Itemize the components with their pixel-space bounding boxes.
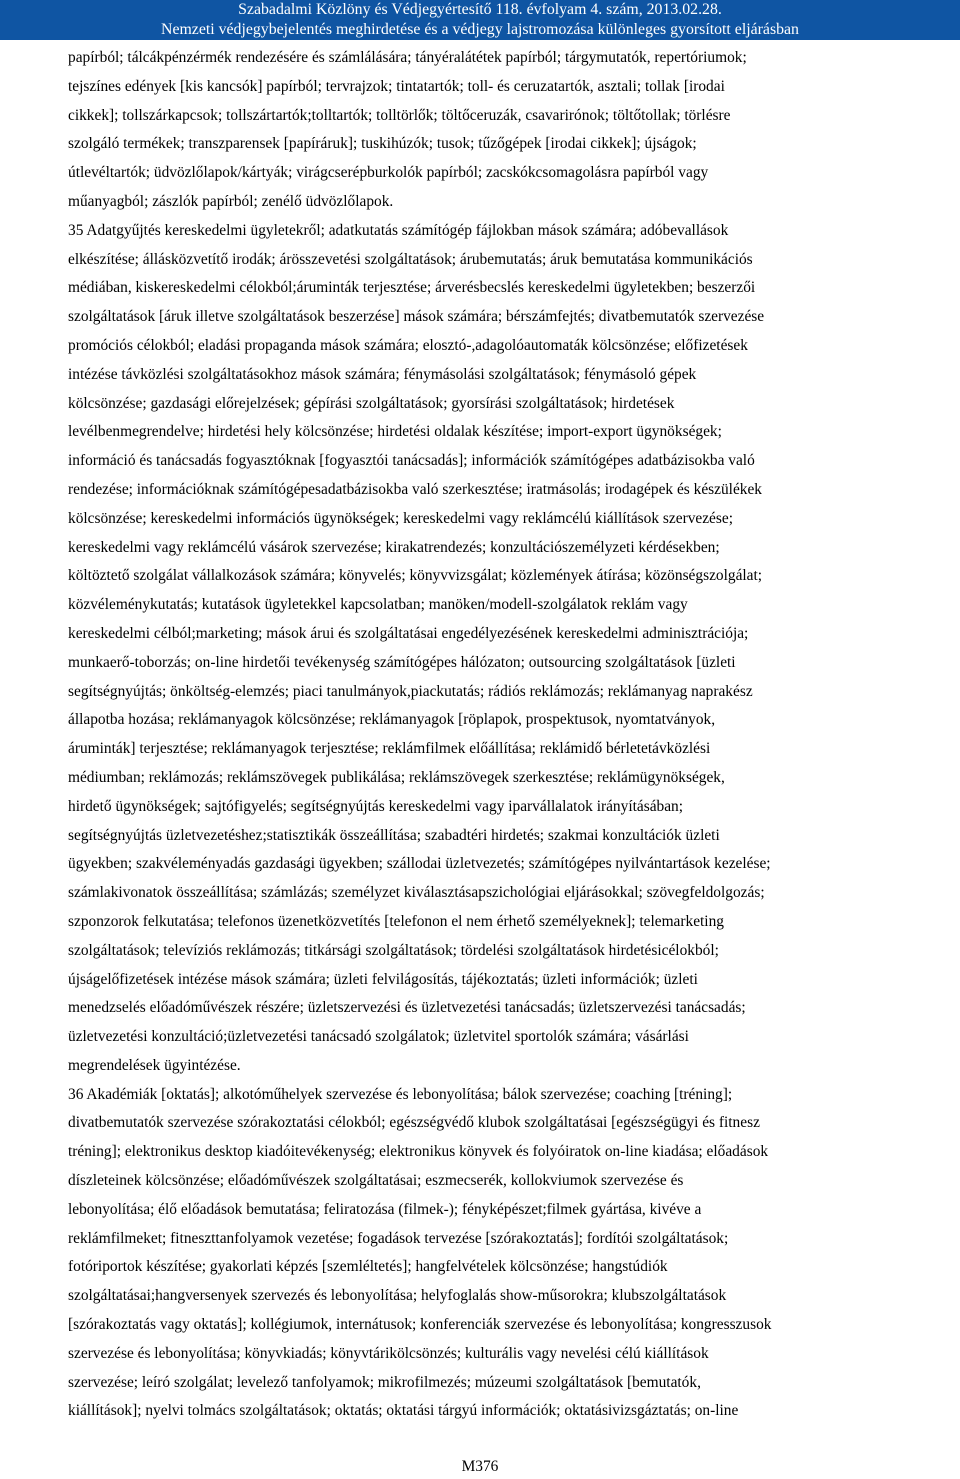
- header-title: Szabadalmi Közlöny és Védjegyértesítő 118. évfolyam 4. szám, 2013.02.28.: [238, 1, 722, 18]
- text-line: cikkek]; tollszárkapcsok; tollszártartók;tolltartók; tolltörlők; töltőceruzák, csavarirónok; töltőtollak; törlésre: [68, 106, 731, 124]
- text-line: közvéleménykutatás; kutatások ügyletekkel kapcsolatban; manöken/modell-szolgálatok reklám vagy: [68, 596, 688, 614]
- text-line: kereskedelmi célból;marketing; mások árui és szolgáltatásai engedélyezésének kereskedelmi adminisztrációja;: [68, 624, 749, 642]
- text-line: médiában, kiskereskedelmi célokból;áruminták terjesztése; árverésbecslés kereskedelmi ügyletekben; beszerzői: [68, 279, 756, 297]
- text-line: útlevéltartók; üdvözlőlapok/kártyák; virágcserépburkolók papírból; zacskókcsomagolásra papírból vagy: [68, 164, 709, 182]
- text-line: szponzorok felkutatása; telefonos üzenetközvetítés [telefonon el nem érhető személyeknek]; telemarketing: [68, 912, 724, 930]
- text-line: rendezése; információknak számítógépesadatbázisokba való szerkesztése; iratmásolás; irodagépek és készülékek: [68, 480, 762, 498]
- text-line: tréning]; elektronikus desktop kiadóitevékenység; elektronikus könyvek és folyóiratok on-line kiadása; előadások: [68, 1143, 769, 1161]
- text-line: 36 Akadémiák [oktatás]; alkotóműhelyek szervezése és lebonyolítása; bálok szervezése; coaching [tréning];: [68, 1085, 733, 1103]
- text-line: hirdető ügynökségek; sajtófigyelés; segítségnyújtás kereskedelmi vagy iparvállalatok irányításában;: [68, 797, 684, 815]
- body-text: [68, 44, 918, 1426]
- text-line: szolgáltatások [áruk illetve szolgáltatások beszerzése] mások számára; bérszámfejtés; divatbemutatók szervezése: [68, 308, 765, 326]
- text-line: tejszínes edények [kis kancsók] papírból; tervrajzok; tintatartók; toll- és ceruzatartók, asztali; tollak [irodai: [68, 77, 725, 95]
- text-line: kölcsönzése; kereskedelmi információs ügynökségek; kereskedelmi vagy reklámcélú kiállítások szervezése;: [68, 509, 733, 527]
- text-line: állapotba hozása; reklámanyagok kölcsönzése; reklámanyagok [röplapok, prospektusok, nyomtatványok,: [68, 711, 716, 729]
- text-line: kereskedelmi vagy reklámcélú vásárok szervezése; kirakatrendezés; konzultációszemélyzeti kérdésekben;: [68, 538, 720, 556]
- text-line: lebonyolítása; élő előadások bemutatása; feliratozása (filmek-); fényképészet;filmek gyártása, kivéve a: [68, 1200, 702, 1218]
- text-line: szolgáló termékek; transzparensek [papíráruk]; tuskihúzók; tusok; tűzőgépek [irodai cikkek]; újságok;: [68, 135, 697, 153]
- text-line: segítségnyújtás; önköltség-elemzés; piaci tanulmányok,piackutatás; rádiós reklámozás; reklámanyag naprakész: [68, 682, 753, 700]
- text-line: médiumban; reklámozás; reklámszövegek publikálása; reklámszövegek szerkesztése; reklámügynökségek,: [68, 768, 725, 786]
- text-line: fotóriportok készítése; gyakorlati képzés [szemléltetés]; hangfelvételek kölcsönzése; hangstúdiók: [68, 1258, 668, 1276]
- text-line: számlakivonatok összeállítása; számlázás; személyzet kiválasztásapszichológiai eljárásokkal; szövegfeldolgozás;: [68, 884, 765, 902]
- text-line: díszleteinek kölcsönzése; előadóművészek szolgáltatásai; eszmecserék, kollokviumok szervezése és: [68, 1172, 684, 1190]
- text-line: [szórakoztatás vagy oktatás]; kollégiumok, internátusok; konferenciák szervezése és lebonyolítása; kongresszusok: [68, 1316, 772, 1334]
- text-line: szolgáltatások; televíziós reklámozás; titkársági szolgáltatások; tördelési szolgáltatások hirdetésicélokból;: [68, 941, 719, 959]
- text-line: költöztető szolgálat vállalkozások számára; könyvelés; könyvvizsgálat; közlemények átírása; közönségszolgálat;: [68, 567, 763, 585]
- text-line: üzletvezetési konzultáció;üzletvezetési tanácsadó szolgálatok; üzletvitel sportolók számára; vásárlási: [68, 1028, 689, 1046]
- text-line: kölcsönzése; gazdasági előrejelzések; gépírási szolgáltatások; gyorsírási szolgáltatások; hirdetések: [68, 394, 675, 412]
- text-line: papírból; tálcákpénzérmék rendezésére és számlálására; tányéralátétek papírból; tárgymutatók, repertóriumok;: [68, 49, 747, 66]
- text-line: szervezése; leíró szolgálat; levelező tanfolyamok; mikrofilmezés; múzeumi szolgáltatások [bemutatók,: [68, 1373, 701, 1391]
- text-line: divatbemutatók szervezése szórakoztatási célokból; egészségvédő klubok szolgáltatásai [egészségügyi és fitnesz: [68, 1114, 760, 1132]
- text-line: levélbenmegrendelve; hirdetési hely kölcsönzése; hirdetési oldalak készítése; import-export ügynökségek;: [68, 423, 722, 441]
- text-line: intézése távközlési szolgáltatásokhoz mások számára; fénymásolási szolgáltatások; fénymásoló gépek: [68, 365, 697, 383]
- text-line: megrendelések ügyintézése.: [68, 1056, 241, 1074]
- text-line: újságelőfizetések intézése mások számára; üzleti felvilágosítás, tájékoztatás; üzleti információk; üzleti: [68, 970, 698, 988]
- text-line: 35 Adatgyűjtés kereskedelmi ügyletekről; adatkutatás számítógép fájlokban mások számára; adóbevallások: [68, 221, 729, 239]
- text-line: műanyagból; zászlók papírból; zenélő üdvözlőlapok.: [68, 192, 394, 210]
- header-subtitle: Nemzeti védjegybejelentés meghirdetése és a védjegy lajstromozása különleges gyorsított eljárásban: [161, 21, 799, 38]
- text-line: információ és tanácsadás fogyasztóknak [fogyasztói tanácsadás]; információk számítógépes adatbázisokba való: [68, 452, 755, 470]
- text-line: segítségnyújtás üzletvezetéshez;statisztikák összeállítása; szabadtéri hirdetés; szakmai konzultációk üzleti: [68, 826, 720, 844]
- page-header: [0, 0, 960, 40]
- text-line: munkaerő-toborzás; on-line hirdetői tevékenység számítógépes hálózaton; outsourcing szolgáltatások [üzleti: [68, 653, 736, 671]
- text-line: promóciós célokból; eladási propaganda mások számára; elosztó-,adagolóautomaták kölcsönzése; előfizetések: [68, 336, 748, 354]
- text-line: szolgáltatásai;hangversenyek szervezés és lebonyolítása; helyfoglalás show-műsorokra; klubszolgáltatások: [68, 1287, 727, 1305]
- text-line: menedzselés előadóművészek részére; üzletszervezési és üzletvezetési tanácsadás; üzletszervezési tanácsadás;: [68, 999, 746, 1017]
- page-number: M376: [461, 1458, 499, 1475]
- text-line: kiállítások]; nyelvi tolmács szolgáltatások; oktatás; oktatási tárgyú információk; oktatásivizsgáztatás; on-line: [68, 1402, 739, 1420]
- text-line: áruminták] terjesztése; reklámanyagok terjesztése; reklámfilmek előállítása; reklámidő bérletetávközlési: [68, 740, 711, 758]
- text-line: szervezése és lebonyolítása; könyvkiadás; könyvtárikölcsönzés; kulturális vagy nevelési célú kiállítások: [68, 1344, 709, 1362]
- text-line: elkészítése; állásközvetítő irodák; árösszevetési szolgáltatások; árubemutatás; áruk bemutatása kommunikációs: [68, 250, 753, 268]
- text-line: reklámfilmeket; fitneszttanfolyamok vezetése; fogadások tervezése [szórakoztatás]; fordítói szolgáltatások;: [68, 1229, 729, 1247]
- text-line: ügyekben; szakvéleményadás gazdasági ügyekben; szállodai üzletvezetés; számítógépes nyilvántartások kezelése;: [68, 855, 771, 873]
